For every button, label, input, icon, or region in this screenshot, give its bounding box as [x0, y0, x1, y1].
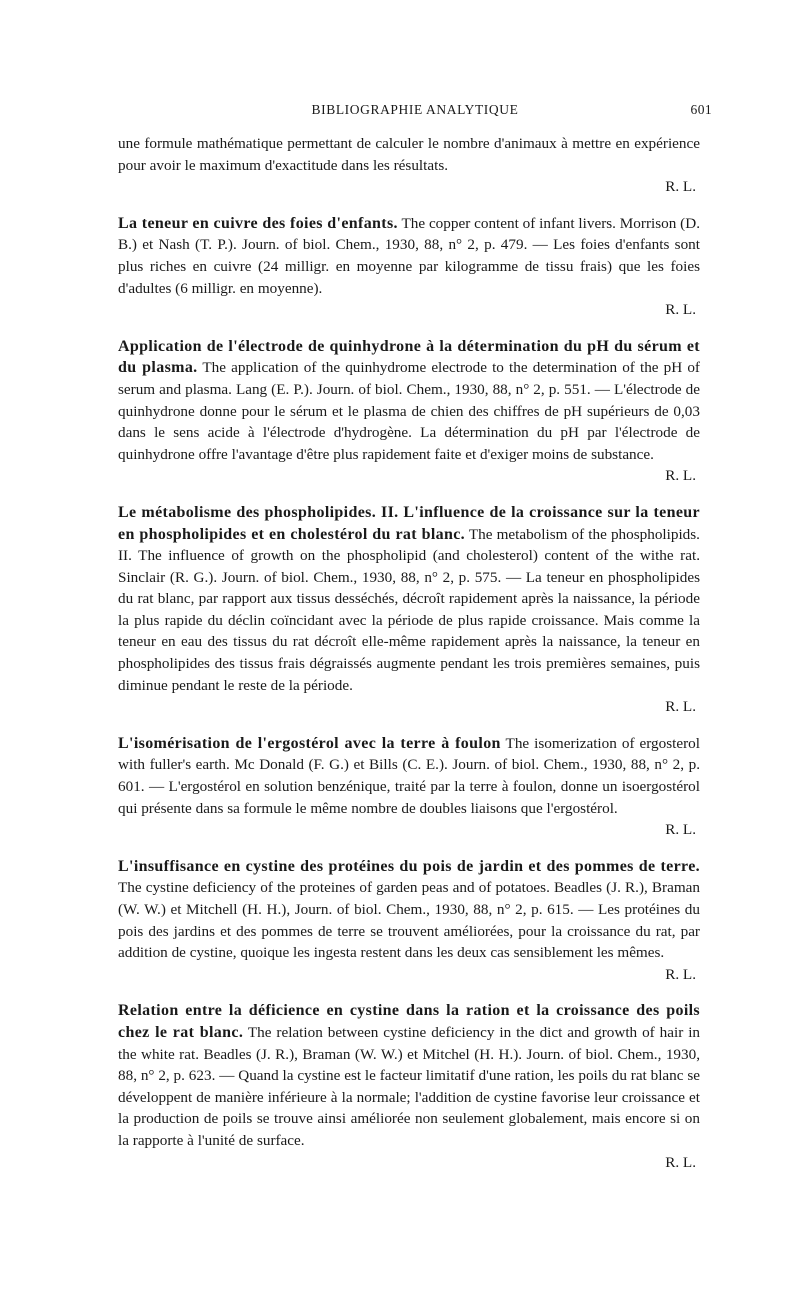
author-initials: R. L. [665, 698, 696, 716]
abstract-entry [118, 133, 700, 198]
entry-body: The relation between cystine deficiency in the dict and growth of hair in the white rat. Beadles (J. R.), Braman (W. W.) et Mitchel (H. H.). Journ. of biol. Chem., 1930, 88, n° 2, p. 623. — Quand la cystine est le facteur limitatif d'une ration, les poils du rat blanc se développent de manière inférieure à la normale; l'addition de cystine favorise leur croissance et la production de poils se trouve ainsi améliorée non seulement globalement, mais encore si on la rapporte à l'unité de surface. [118, 1023, 701, 1149]
entry-body: The cystine deficiency of the proteines of garden peas and of potatoes. Beadles (J. R.), Braman (W. W.) et Mitchell (H. H.), Journ. of biol. Chem., 1930, 88, n° 2, p. 615. — Les protéines du pois des jardins et des pommes de terre se trouvent améliorées, pour la croissance du rat, par addition de cystine, quoique les ingesta restent dans les deux cas sensiblement les mêmes. [118, 879, 700, 962]
abstract-text [118, 1000, 700, 1151]
abstract-text [118, 502, 700, 696]
entry-title: Le métabolisme des phospholipides. II. L'influence de la croissance sur la teneur en phospholipides et en cholestérol du rat blanc. [118, 503, 700, 543]
entry-title: L'insuffisance en cystine des protéines du pois de jardin et des pommes de terre. [118, 857, 700, 875]
author-initials: R. L. [665, 467, 696, 485]
abstract-text [118, 733, 700, 819]
abstract-text [118, 856, 700, 964]
entry-title: Relation entre la déficience en cystine dans la ration et la croissance des poils chez le rat blanc. [118, 1002, 700, 1041]
entry-title: L'isomérisation de l'ergostérol avec la terre à foulon [118, 734, 501, 752]
running-title: BIBLIOGRAPHIE ANALYTIQUE [311, 102, 519, 117]
author-initials: R. L. [665, 965, 696, 983]
author-initials: R. L. [665, 1153, 696, 1171]
author-initials: R. L. [665, 301, 696, 319]
abstract-entry [118, 856, 700, 986]
page-header [118, 102, 712, 124]
abstract-entry [118, 1000, 700, 1173]
abstract-entry [118, 502, 700, 718]
abstract-entry [118, 336, 700, 487]
abstract-entry [118, 733, 700, 841]
entry-body: The metabolism of the phospholipids. II. The influence of growth on the phospholipid (and cholesterol) content of the withe rat. Sinclair (R. G.). Journ. of biol. Chem., 1930, 88, n° 2, p. 575. — La teneur en phospholipides du rat blanc, par rapport aux tissus desséchés, décroît rapidement après la naissance, la période la plus rapide du déclin coïncidant avec la période de plus rapide croissance. Mais comme la teneur en eau des tissus du rat décroît elle-même rapidement après la naissance, la teneur en phospholipides des tissus frais dégraissés augmente pendant les trois premières semaines, puis diminue pendant le reste de la période. [118, 525, 700, 694]
abstract-text [118, 336, 700, 466]
entry-title: La teneur en cuivre des foies d'enfants. [118, 214, 398, 232]
entry-body: The copper content of infant livers. Morrison (D. B.) et Nash (T. P.). Journ. of biol. Chem., 1930, 88, n° 2, p. 479. — Les foies d'enfants sont plus riches en cuivre (24 milligr. en moyenne par kilogramme de tissu frais) que les foies d'adultes (6 milligr. en moyenne). [118, 214, 700, 297]
entry-body: The application of the quinhydrome electrode to the determination of the pH of serum and plasma. Lang (E. P.). Journ. of biol. Chem., 1930, 88, n° 2, p. 551. — L'électrode de quinhydrone donne pour le sérum et le plasma de chien des chiffres de pH supérieurs de 0,03 dans le sens acide à l'électrode d'hydrogène. La détermination du pH par l'électrode de quinhydrone offre l'avantage d'être plus rapidement faite et d'exiger moins de substance. [118, 359, 700, 463]
abstract-text: une formule mathématique permettant de calculer le nombre d'animaux à mettre en expérience pour avoir le maximum d'exactitude dans les résultats. [118, 135, 700, 174]
entry-body: The isomerization of ergosterol with fuller's earth. Mc Donald (F. G.) et Bills (C. E.). Journ. of biol. Chem., 1930, 88, n° 2, p. 601. — L'ergostérol en solution benzénique, traité par la terre à foulon, donne un isoergostérol qui présente dans sa formule le même nombre de doubles liaisons que l'ergostérol. [118, 734, 700, 817]
abstracts-column [118, 133, 700, 1173]
entry-title: Application de l'électrode de quinhydrone à la détermination du pH du sérum et du plasma. [118, 337, 700, 377]
author-initials: R. L. [665, 178, 696, 196]
page-number: 601 [690, 102, 712, 117]
abstract-text [118, 213, 700, 299]
abstract-entry [118, 213, 700, 321]
author-initials: R. L. [665, 821, 696, 839]
